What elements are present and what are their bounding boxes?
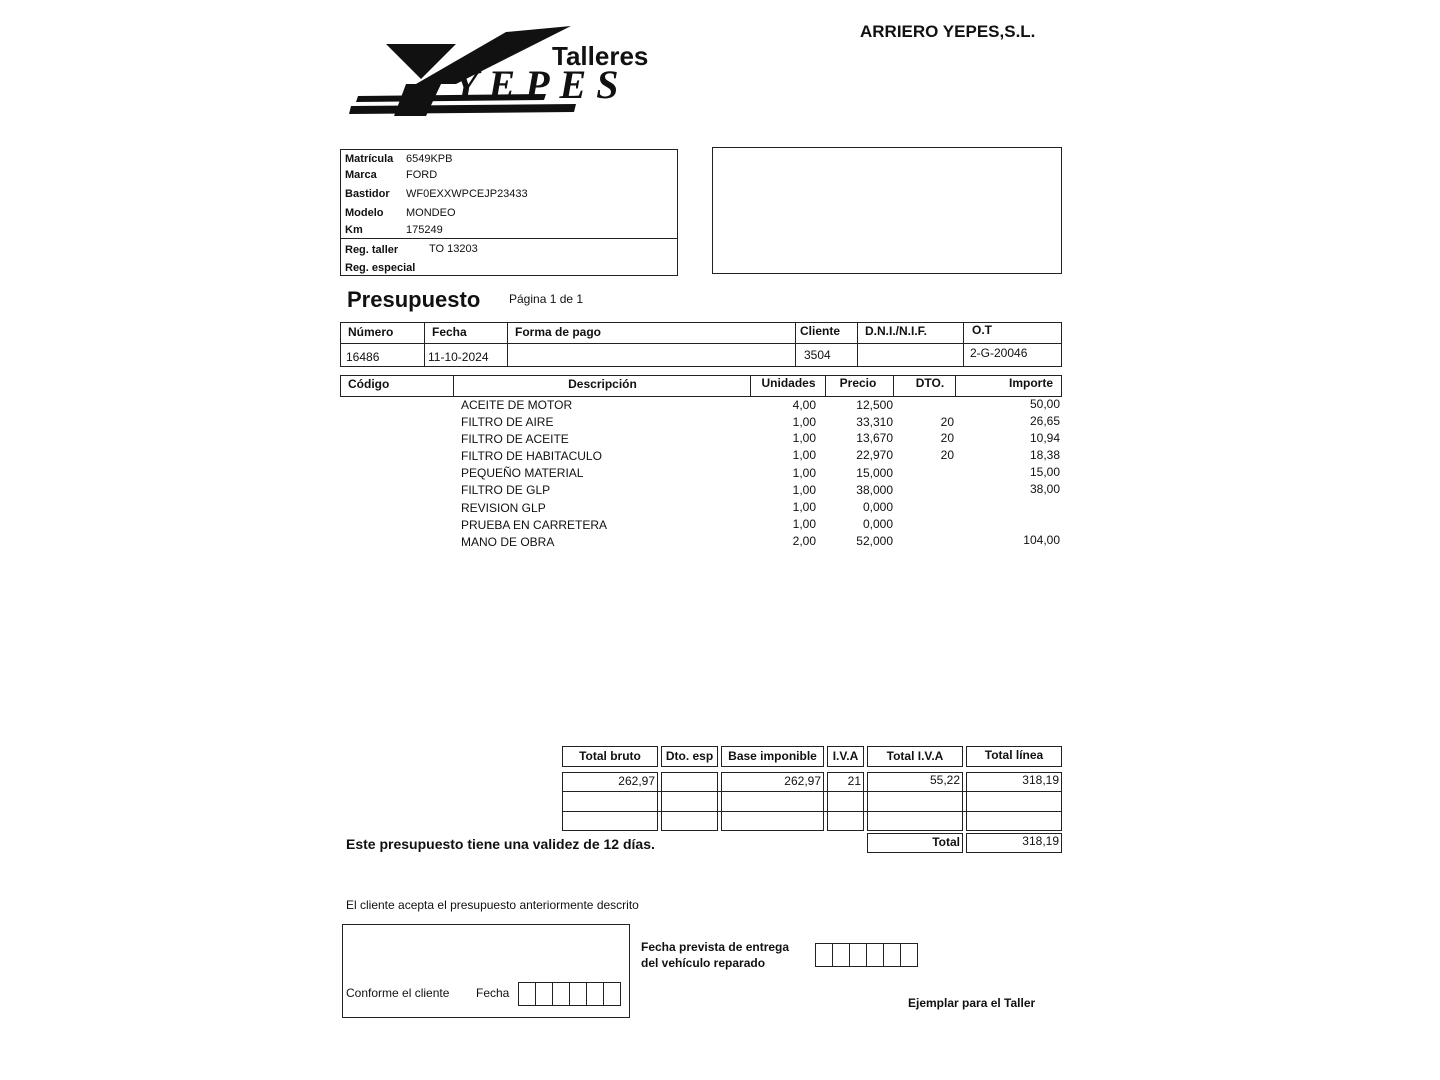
- col-descripcion: Descripción: [568, 377, 637, 391]
- conforme-label: Conforme el cliente: [346, 986, 450, 1000]
- cliente-label: Cliente: [800, 324, 841, 338]
- signature-date-boxes[interactable]: [518, 982, 621, 1006]
- total-label: Total: [932, 835, 960, 849]
- item-dto: 20: [940, 415, 954, 429]
- km-value: 175249: [406, 224, 443, 236]
- item-importe: 15,00: [1029, 465, 1060, 479]
- bastidor-label: Bastidor: [345, 188, 390, 200]
- base-label: Base imponible: [728, 749, 817, 763]
- item-dto: 20: [940, 431, 954, 445]
- col-unidades: Unidades: [761, 376, 816, 390]
- item-descripcion: REVISION GLP: [461, 501, 546, 515]
- item-importe: 38,00: [1029, 482, 1060, 496]
- iva-value: 21: [847, 774, 861, 788]
- vehicle-divider: [340, 238, 678, 239]
- item-descripcion: FILTRO DE GLP: [461, 483, 551, 497]
- item-unidades: 1,00: [792, 466, 816, 480]
- validity-note: Este presupuesto tiene una validez de 12 días.: [346, 836, 655, 852]
- item-descripcion: FILTRO DE AIRE: [461, 415, 554, 429]
- date-digit-box: [833, 943, 850, 967]
- date-digit-box: [553, 982, 570, 1006]
- item-unidades: 4,00: [792, 398, 816, 412]
- page-title: Presupuesto: [347, 287, 481, 312]
- totals-row-sep: [562, 811, 1062, 812]
- signature-fecha-label: Fecha: [476, 986, 510, 1000]
- company-name: ARRIERO YEPES,S.L.: [860, 22, 1036, 41]
- reg-especial-label: Reg. especial: [345, 262, 416, 274]
- item-precio: 15,000: [856, 466, 893, 480]
- delivery-label-2: del vehículo reparado: [641, 956, 766, 970]
- item-unidades: 1,00: [792, 500, 816, 514]
- item-importe: 104,00: [1023, 533, 1060, 547]
- date-digit-box: [587, 982, 604, 1006]
- fecha-label: Fecha: [432, 325, 467, 339]
- item-unidades: 1,00: [792, 431, 816, 445]
- header-row-sep: [340, 343, 1062, 344]
- date-digit-box: [519, 982, 536, 1006]
- date-digit-box: [884, 943, 901, 967]
- header-col-sep: [507, 322, 508, 367]
- modelo-label: Modelo: [345, 207, 384, 219]
- item-precio: 38,000: [856, 483, 893, 497]
- total-linea-value: 318,19: [1022, 773, 1059, 787]
- item-precio: 0,000: [862, 517, 893, 531]
- item-importe: 50,00: [1029, 397, 1060, 411]
- delivery-label-1: Fecha prevista de entrega: [641, 940, 790, 954]
- matricula-value: 6549KPB: [406, 153, 453, 165]
- header-col-sep: [963, 322, 964, 367]
- item-descripcion: PRUEBA EN CARRETERA: [461, 518, 608, 532]
- item-unidades: 1,00: [792, 517, 816, 531]
- km-label: Km: [345, 224, 363, 236]
- item-descripcion: FILTRO DE ACEITE: [461, 432, 569, 446]
- marca-value: FORD: [406, 169, 438, 181]
- item-importe: 10,94: [1029, 431, 1060, 445]
- item-unidades: 1,00: [792, 415, 816, 429]
- total-linea-label: Total línea: [984, 748, 1044, 762]
- forma-pago-label: Forma de pago: [515, 325, 602, 339]
- total-bruto-value: 262,97: [618, 774, 655, 788]
- date-digit-box: [570, 982, 587, 1006]
- col-precio: Precio: [839, 376, 877, 390]
- item-descripcion: FILTRO DE HABITACULO: [461, 449, 602, 463]
- item-descripcion: MANO DE OBRA: [461, 535, 555, 549]
- col-importe: Importe: [1008, 376, 1053, 390]
- bastidor-value: WF0EXXWPCEJP23433: [406, 188, 528, 200]
- modelo-value: MONDEO: [406, 207, 456, 219]
- total-bruto-label: Total bruto: [579, 749, 641, 763]
- col-codigo: Código: [348, 377, 390, 391]
- item-precio: 33,310: [856, 415, 893, 429]
- company-logo: [346, 24, 706, 124]
- base-value: 262,97: [784, 774, 821, 788]
- item-dto: 20: [940, 448, 954, 462]
- page-number: Página 1 de 1: [509, 292, 584, 306]
- reg-taller-label: Reg. taller: [345, 244, 399, 256]
- marca-label: Marca: [345, 169, 377, 181]
- item-unidades: 2,00: [792, 534, 816, 548]
- reg-taller-value: TO 13203: [429, 243, 478, 255]
- item-importe: 26,65: [1029, 414, 1060, 428]
- item-precio: 12,500: [856, 398, 893, 412]
- ot-label: O.T: [972, 323, 992, 337]
- item-unidades: 1,00: [792, 448, 816, 462]
- item-descripcion: PEQUEÑO MATERIAL: [461, 466, 584, 480]
- totals-row-sep: [562, 791, 1062, 792]
- header-col-sep: [424, 322, 425, 367]
- date-digit-box: [850, 943, 867, 967]
- logo-big-text: YEPES: [454, 62, 629, 107]
- date-digit-box: [867, 943, 884, 967]
- matricula-label: Matrícula: [345, 153, 394, 165]
- dni-label: D.N.I./N.I.F.: [865, 324, 928, 338]
- cliente-value: 3504: [804, 348, 831, 362]
- item-importe: 18,38: [1029, 448, 1060, 462]
- date-digit-box: [901, 943, 918, 967]
- date-digit-box: [604, 982, 621, 1006]
- total-iva-label: Total I.V.A: [886, 749, 944, 763]
- delivery-date-boxes[interactable]: [815, 943, 918, 967]
- col-dto: DTO.: [915, 376, 945, 390]
- logo-small-text: Talleres: [552, 41, 649, 71]
- item-precio: 0,000: [862, 500, 893, 514]
- ot-value: 2-G-20046: [970, 346, 1028, 360]
- header-col-sep: [795, 322, 796, 367]
- item-precio: 22,970: [856, 448, 893, 462]
- header-col-sep: [857, 322, 858, 367]
- items-col-sep: [453, 375, 454, 397]
- items-col-sep: [825, 375, 826, 397]
- numero-label: Número: [348, 325, 394, 339]
- fecha-value: 11-10-2024: [428, 350, 489, 364]
- client-box: [712, 147, 1062, 274]
- date-digit-box: [536, 982, 553, 1006]
- iva-label: I.V.A: [832, 749, 859, 763]
- date-digit-box: [816, 943, 833, 967]
- item-precio: 13,670: [856, 431, 893, 445]
- total-iva-value: 55,22: [929, 773, 960, 787]
- numero-value: 16486: [346, 350, 380, 364]
- total-value: 318,19: [1022, 834, 1059, 848]
- items-col-sep: [893, 375, 894, 397]
- dto-esp-label: Dto. esp: [665, 749, 714, 763]
- item-descripcion: ACEITE DE MOTOR: [461, 398, 573, 412]
- item-unidades: 1,00: [792, 483, 816, 497]
- totals-cell: [661, 772, 718, 831]
- item-precio: 52,000: [856, 534, 893, 548]
- acceptance-note: El cliente acepta el presupuesto anteriormente descrito: [346, 898, 639, 912]
- copy-note: Ejemplar para el Taller: [908, 996, 1036, 1010]
- items-col-sep: [750, 375, 751, 397]
